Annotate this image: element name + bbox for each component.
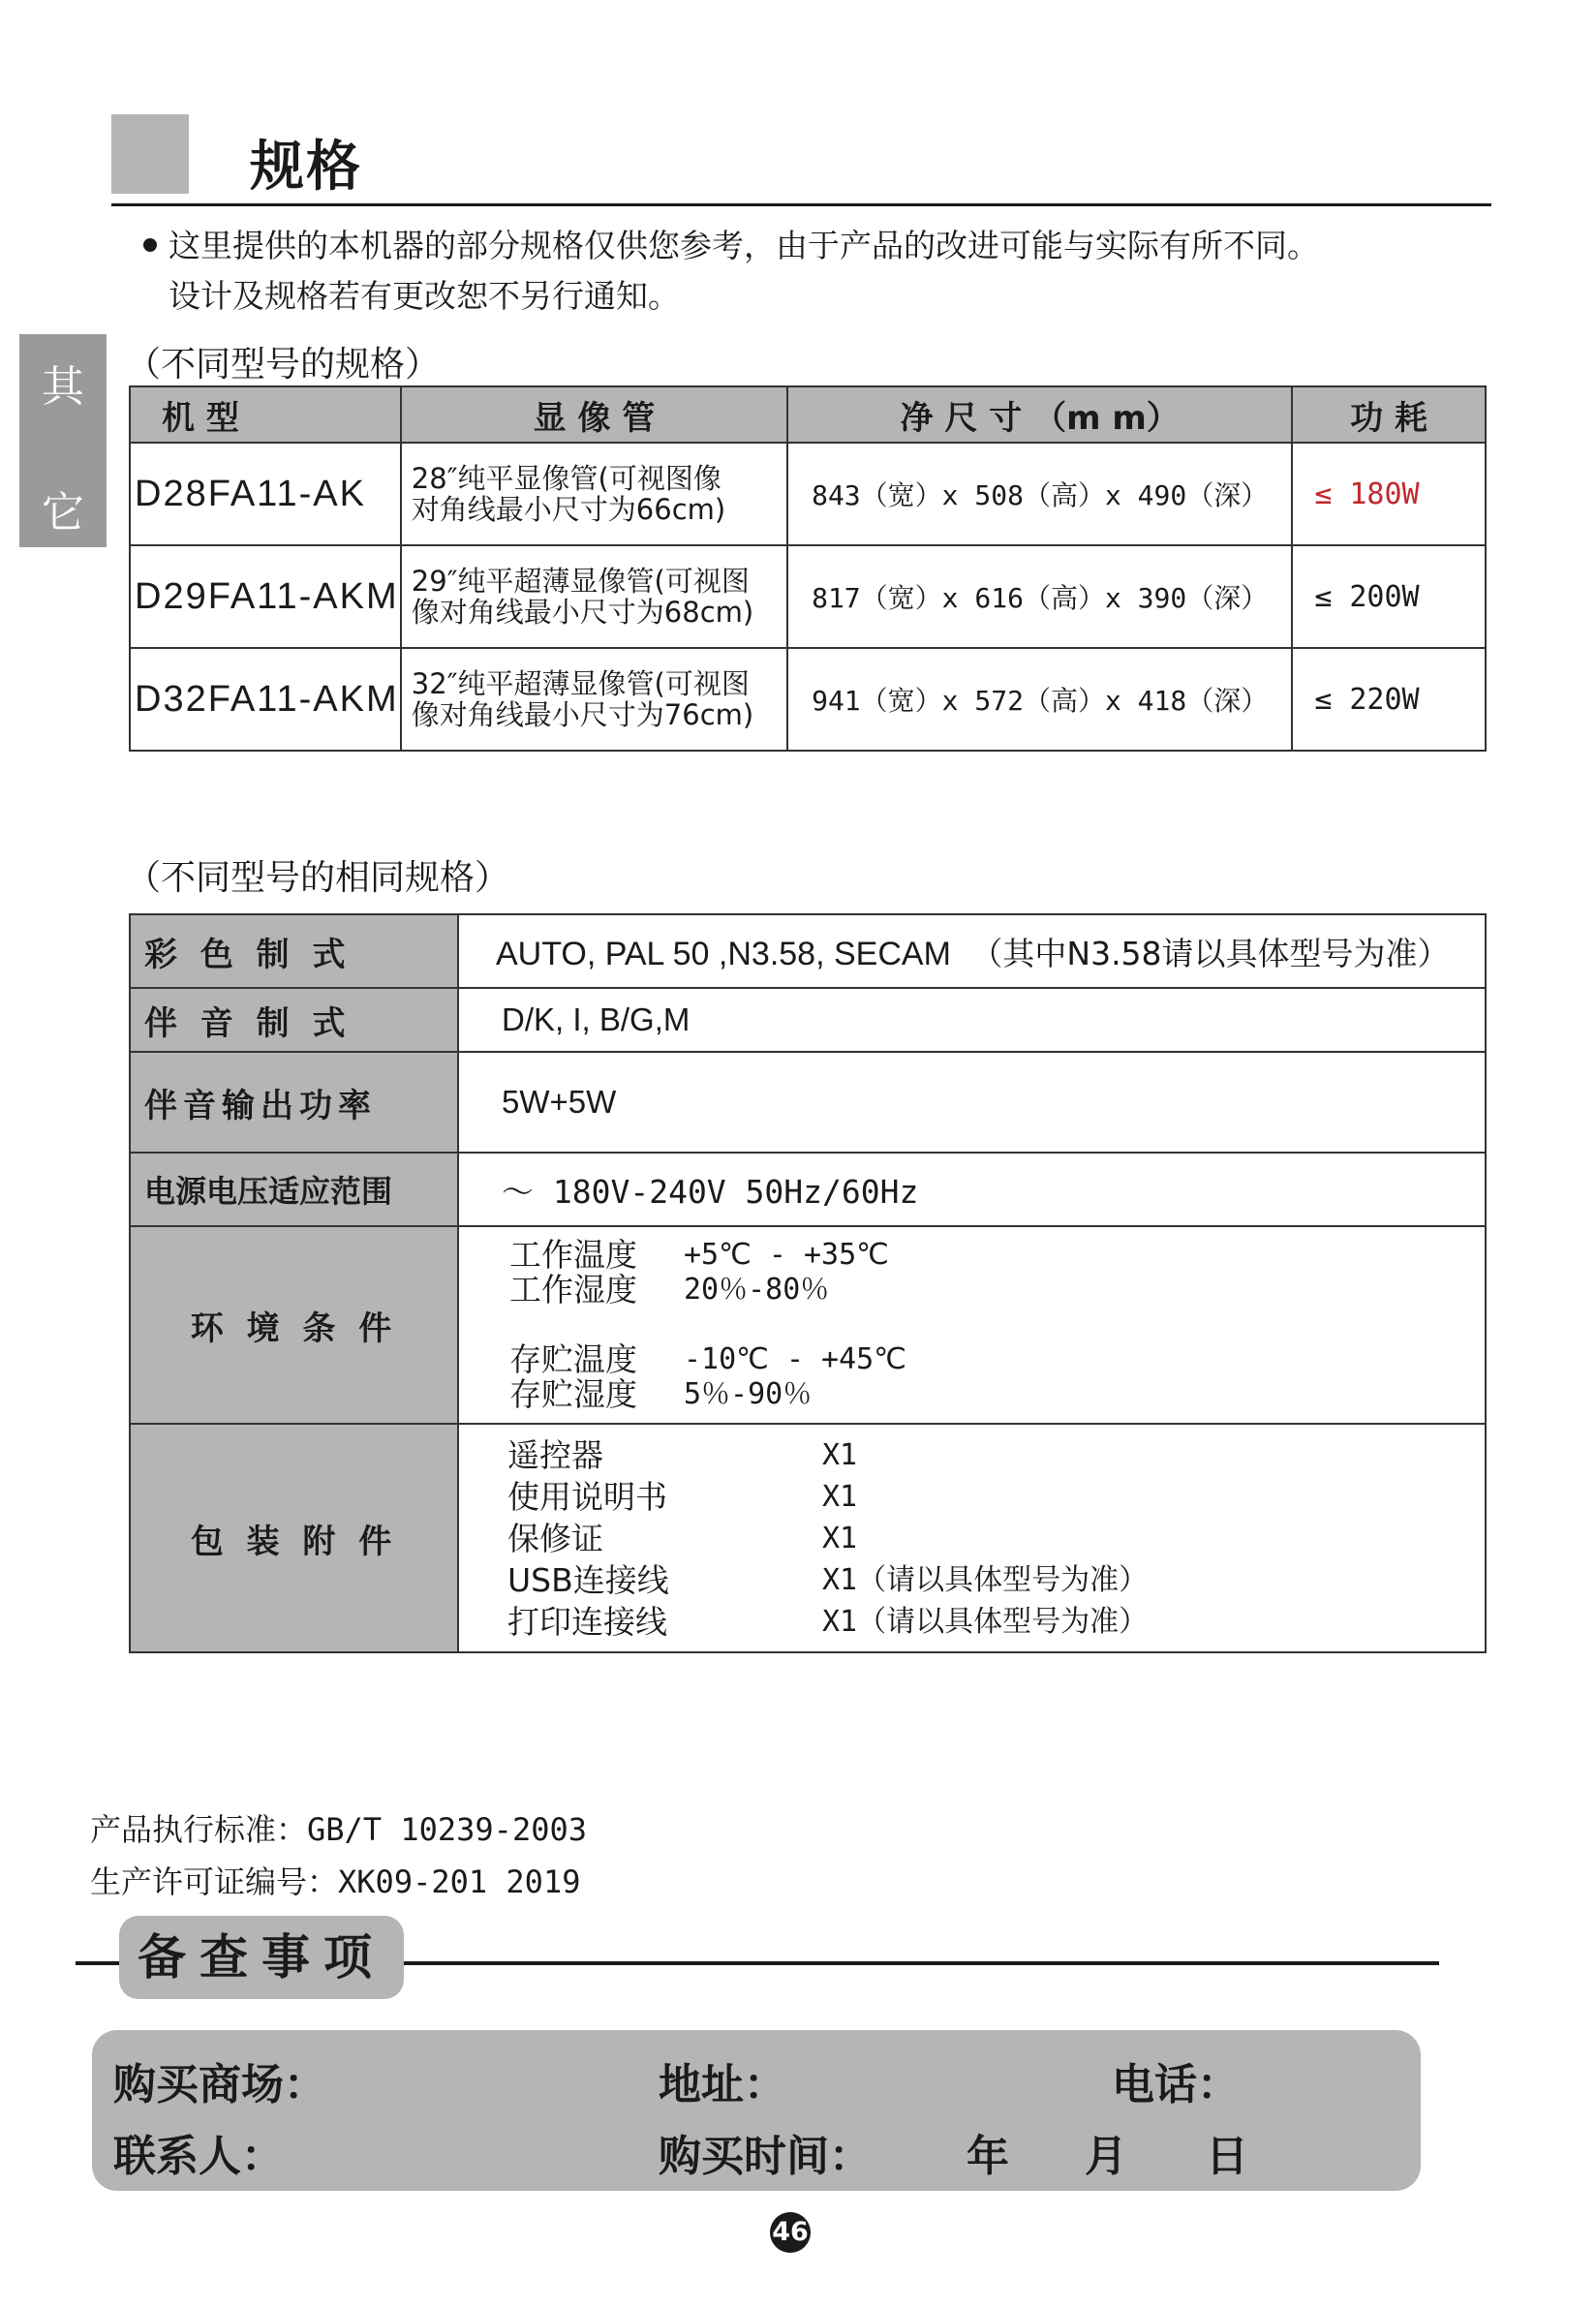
- accessory-item: USB连接线 X1（请以具体型号为准）: [507, 1560, 1149, 1599]
- memo-contact: 联系人：: [113, 2132, 284, 2181]
- env-item: 存贮温度 -10℃ - +45℃: [509, 1340, 906, 1378]
- header-block: [111, 114, 189, 194]
- table-row: [130, 443, 1486, 545]
- memo-box: [92, 2030, 1421, 2191]
- memo-address: 地址：: [659, 2060, 786, 2109]
- value-accessories: [458, 1424, 1486, 1652]
- accessory-item: 保修证 X1: [507, 1519, 858, 1557]
- accessory-item: 打印连接线 X1（请以具体型号为准）: [507, 1602, 1149, 1641]
- label-sound-system: 伴 音 制 式: [130, 988, 458, 1052]
- tube-cell: [401, 545, 787, 648]
- label-environment: 环 境 条 件: [130, 1226, 458, 1424]
- product-standard-value: GB/T 10239-2003: [307, 1811, 587, 1848]
- side-tab-char-1: 其: [42, 362, 84, 412]
- memo-phone: 电话：: [1112, 2060, 1240, 2109]
- memo-purchase-time: 购买时间：: [659, 2132, 872, 2181]
- memo-day: 日: [1206, 2132, 1248, 2181]
- value-sound-system: D/K, I, B/G,M: [458, 988, 1486, 1052]
- note-line-1: 这里提供的本机器的部分规格仅供您参考，由于产品的改进可能与实际有所不同。: [169, 227, 1319, 264]
- specs-by-model-table: [129, 385, 1487, 752]
- power-cell: ≤ 220W: [1292, 648, 1486, 751]
- accessory-item: 遥控器 X1: [507, 1435, 858, 1474]
- color-system-note: （其中N3.58请以具体型号为准）: [970, 934, 1450, 972]
- size-cell: 941（宽）x 572（高）x 418（深）: [787, 648, 1292, 751]
- value-color-system: [458, 914, 1486, 988]
- tube-line: 像对角线最小尺寸为68cm): [411, 596, 754, 629]
- label-voltage: 电源电压适应范围: [130, 1153, 458, 1226]
- env-item: 工作湿度 20％-80％: [509, 1271, 830, 1308]
- common-specs-caption: （不同型号的相同规格）: [126, 858, 510, 898]
- spec-note: [143, 221, 1319, 322]
- bullet-icon: [143, 238, 157, 252]
- table-header-row: [130, 386, 1486, 443]
- value-audio-power: 5W+5W: [458, 1052, 1486, 1153]
- accessory-item: 使用说明书 X1: [507, 1477, 858, 1516]
- memo-store: 购买商场：: [113, 2060, 326, 2109]
- value-voltage: ～ 180V-240V 50Hz/60Hz: [458, 1153, 1486, 1226]
- tube-line: 29″纯平超薄显像管(可视图: [411, 565, 750, 598]
- common-specs-table: [129, 913, 1487, 1653]
- table-row: [130, 1052, 1486, 1153]
- license-label: 生产许可证编号：: [90, 1863, 339, 1900]
- table-row: [130, 988, 1486, 1052]
- memo-year: 年: [967, 2132, 1009, 2181]
- header-rule: [111, 203, 1491, 206]
- env-item: 工作温度 +5℃ - +35℃: [509, 1236, 889, 1274]
- size-cell: 843（宽）x 508（高）x 490（深）: [787, 443, 1292, 545]
- tube-line: 像对角线最小尺寸为76cm): [411, 698, 754, 731]
- table-row: [130, 1424, 1486, 1652]
- model-cell: D28FA11-AK: [130, 443, 401, 545]
- model-cell: D29FA11-AKM: [130, 545, 401, 648]
- table-row: [130, 1226, 1486, 1424]
- tube-cell: [401, 648, 787, 751]
- product-standard-label: 产品执行标准：: [90, 1811, 308, 1848]
- label-audio-power: 伴音输出功率: [130, 1052, 458, 1153]
- model-cell: D32FA11-AKM: [130, 648, 401, 751]
- size-cell: 817（宽）x 616（高）x 390（深）: [787, 545, 1292, 648]
- production-license: [90, 1858, 580, 1902]
- table-row: [130, 648, 1486, 751]
- header-tube: 显 像 管: [401, 386, 787, 443]
- note-line-2: 设计及规格若有更改恕不另行通知。: [169, 277, 680, 315]
- env-item: 存贮湿度 5％-90％: [509, 1375, 813, 1413]
- memo-month: 月: [1085, 2132, 1127, 2181]
- power-cell: ≤ 200W: [1292, 545, 1486, 648]
- header-power: 功 耗: [1292, 386, 1486, 443]
- tube-line: 对角线最小尺寸为66cm): [411, 493, 726, 526]
- tube-line: 32″纯平超薄显像管(可视图: [411, 667, 750, 700]
- product-standard: [90, 1805, 587, 1850]
- specs-by-model-caption: （不同型号的规格）: [126, 345, 441, 385]
- side-tab: [19, 334, 107, 547]
- table-row: [130, 914, 1486, 988]
- header-size: 净 尺 寸 （m m）: [787, 386, 1292, 443]
- side-tab-char-2: 它: [42, 488, 84, 538]
- license-value: XK09-201 2019: [338, 1863, 581, 1900]
- value-environment: [458, 1226, 1486, 1424]
- table-row: [130, 545, 1486, 648]
- power-cell-highlight: ≤ 180W: [1292, 443, 1486, 545]
- tube-cell: [401, 443, 787, 545]
- header-model: 机 型: [130, 386, 401, 443]
- tube-line: 28″纯平显像管(可视图像: [411, 462, 721, 495]
- page-title: 规格: [250, 136, 362, 199]
- label-color-system: 彩 色 制 式: [130, 914, 458, 988]
- page-number: 46: [770, 2212, 811, 2253]
- color-system-value: AUTO, PAL 50 ,N3.58, SECAM: [496, 935, 951, 972]
- label-accessories: 包 装 附 件: [130, 1424, 458, 1652]
- table-row: [130, 1153, 1486, 1226]
- memo-title: 备查事项: [119, 1916, 404, 1999]
